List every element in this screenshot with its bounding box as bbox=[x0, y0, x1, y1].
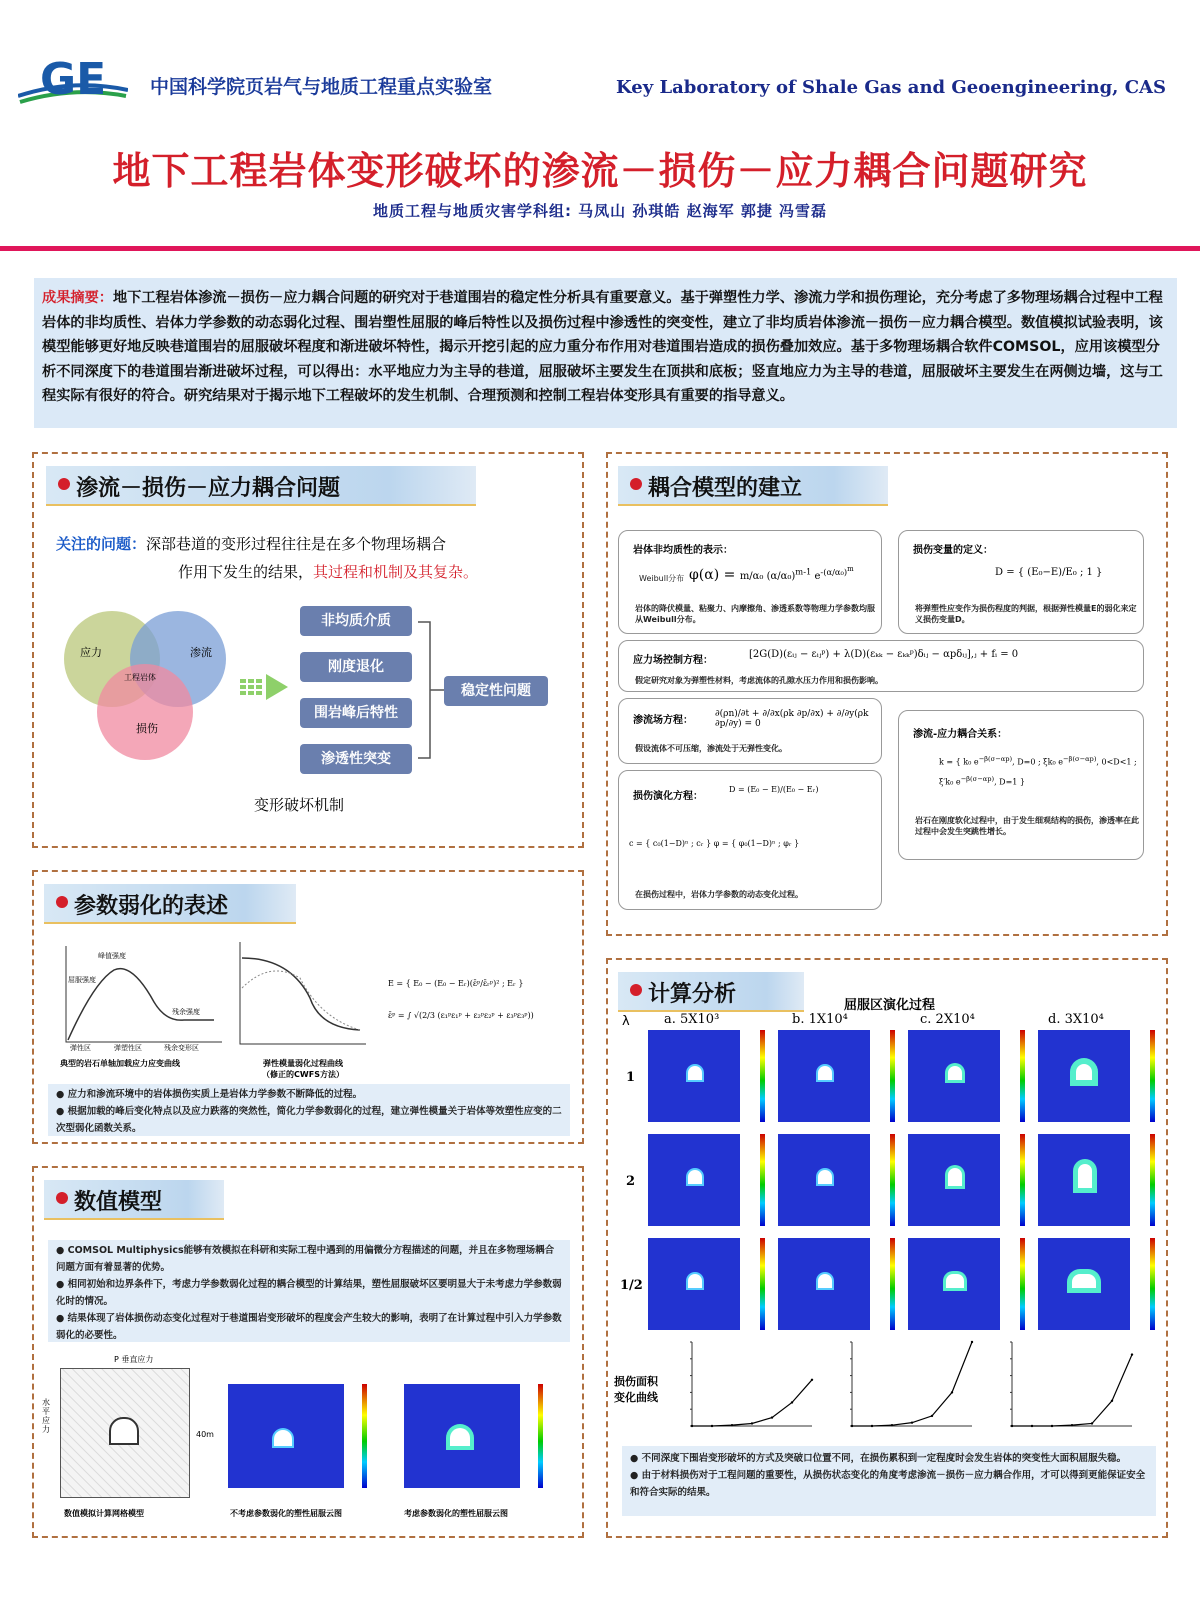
svg-text:工程岩体: 工程岩体 bbox=[124, 673, 156, 682]
analysis-bullets bbox=[622, 1446, 1156, 1516]
numerical-bullet: ● 结果体现了岩体损伤动态变化过程对于巷道围岩变形破坏的程度会产生较大的影响，表明了在计算过程中引入力学参数弱化的必要性。 bbox=[56, 1313, 562, 1341]
data-point bbox=[1091, 1422, 1093, 1424]
eq-box-heterogeneity bbox=[618, 530, 882, 634]
grid-cell bbox=[648, 1134, 740, 1226]
eq-box-seepage-stress bbox=[898, 710, 1144, 860]
lab-name-en: Key Laboratory of Shale Gas and Geoengineering, CAS bbox=[616, 77, 1166, 98]
poster-header bbox=[0, 0, 1200, 250]
damage-curve-label bbox=[614, 1374, 658, 1406]
data-point bbox=[731, 1424, 733, 1426]
colorbar bbox=[1150, 1238, 1155, 1330]
data-point bbox=[751, 1422, 753, 1424]
header-rule bbox=[0, 246, 1200, 251]
grid-cell bbox=[778, 1238, 870, 1330]
col-label: b. 1X10⁴ bbox=[792, 1012, 848, 1027]
eq-note: 岩体的降伏模量、粘聚力、内摩擦角、渗透系数等物理力学参数均服从Weibull分布。 bbox=[635, 604, 875, 624]
damage-chart-1 bbox=[678, 1336, 818, 1438]
data-point bbox=[971, 1341, 973, 1343]
svg-text:弹塑性区: 弹塑性区 bbox=[114, 1044, 142, 1052]
yield-zone bbox=[450, 1428, 470, 1446]
colorbar bbox=[890, 1134, 895, 1226]
item-post-peak: 围岩峰后特性 bbox=[300, 698, 412, 728]
data-point bbox=[791, 1401, 793, 1403]
weakening-bullets bbox=[48, 1084, 570, 1136]
row-label: 1/2 bbox=[620, 1278, 643, 1293]
colorbar bbox=[760, 1030, 765, 1122]
row-label: 2 bbox=[626, 1174, 636, 1189]
damage-formula: D = { (E₀−E)/E₀ ; 1 } bbox=[995, 567, 1103, 578]
colorbar bbox=[538, 1384, 543, 1488]
section-title: 参数弱化的表述 bbox=[74, 894, 229, 919]
cohesion-formula: c = { c₀(1−D)ⁿ ; cᵣ } φ = { φ₀(1−D)ⁿ ; φᵣ } bbox=[629, 839, 800, 848]
bullet-dot-icon bbox=[630, 478, 642, 490]
eq-title: 损伤演化方程： bbox=[633, 791, 703, 802]
curve-label-line1: 损伤面积 bbox=[614, 1375, 658, 1388]
data-point bbox=[1131, 1353, 1133, 1355]
tunnel-opening bbox=[109, 1417, 139, 1445]
series-line bbox=[852, 1342, 972, 1426]
section-coupling-problem bbox=[32, 452, 584, 848]
colorbar bbox=[1150, 1134, 1155, 1226]
horizontal-load-label: 水平应力 bbox=[42, 1398, 50, 1434]
data-point bbox=[931, 1415, 933, 1417]
data-point bbox=[951, 1391, 953, 1393]
item-permeability: 渗透性突变 bbox=[300, 744, 412, 774]
abstract-label: 成果摘要： bbox=[42, 290, 113, 306]
poster-authors: 地质工程与地质灾害学科组: 马凤山 孙琪皓 赵海军 郭捷 冯雪磊 bbox=[372, 202, 828, 220]
colorbar bbox=[890, 1030, 895, 1122]
focus-label: 关注的问题： bbox=[56, 535, 147, 553]
data-point bbox=[711, 1425, 713, 1427]
numerical-bullets bbox=[48, 1240, 570, 1342]
data-point bbox=[851, 1425, 853, 1427]
eq-box-damage-evolution bbox=[618, 770, 882, 910]
chart2-caption bbox=[248, 1058, 358, 1080]
svg-text:GE: GE bbox=[40, 54, 107, 105]
grid-cell bbox=[648, 1030, 740, 1122]
data-point bbox=[1111, 1400, 1113, 1402]
svg-text:应力: 应力 bbox=[80, 646, 102, 659]
lambda-label: λ bbox=[622, 1014, 630, 1029]
weakening-formula: E = { E₀ − (E₀ − Eᵣ)(ε̄ᵖ/ε̄ᵣᵖ)² ; Eᵣ } ε̄ᵖ = ∫ √(2/3 (ε₁ᵖε₁ᵖ + ε₂ᵖε₂ᵖ + ε₃ᵖε₃ᵖ)) bbox=[388, 979, 534, 1020]
analysis-bullet: ● 由于材料损伤对于工程问题的重要性，从损伤状态变化的角度考虑渗流－损伤－应力耦合作用，才可以得到更能保证安全和符合实际的结果。 bbox=[630, 1470, 1146, 1498]
stress-formula: [2G(D)(εᵢⱼ − εᵢⱼᵖ) + λ(D)(εₖₖ − εₖₖᵖ)δᵢⱼ − αpδᵢⱼ],ⱼ + fᵢ = 0 bbox=[749, 649, 1019, 660]
section-header bbox=[46, 466, 476, 506]
focus-text-2: 作用下发生的结果， bbox=[178, 563, 314, 581]
row-label: 1 bbox=[626, 1070, 636, 1085]
section-header bbox=[618, 972, 804, 1012]
data-point bbox=[691, 1425, 693, 1427]
grid-cell bbox=[1038, 1134, 1130, 1226]
eq-title: 损伤变量的定义： bbox=[913, 545, 993, 556]
poster-title: 地下工程岩体变形破坏的渗流－损伤－应力耦合问题研究 bbox=[112, 149, 1088, 193]
bullet-dot-icon bbox=[58, 478, 70, 490]
col-label: c. 2X10⁴ bbox=[920, 1012, 975, 1027]
section-parameter-weakening bbox=[32, 870, 584, 1144]
section-title: 耦合模型的建立 bbox=[648, 476, 803, 501]
svg-text:损伤: 损伤 bbox=[136, 722, 158, 735]
dimension-label: 40m bbox=[196, 1430, 214, 1439]
abstract-box bbox=[34, 278, 1177, 428]
svg-text:残余变形区: 残余变形区 bbox=[164, 1044, 199, 1052]
colorbar bbox=[1020, 1134, 1025, 1226]
eq-title: 应力场控制方程： bbox=[633, 655, 713, 666]
eq-title: 岩体非均质性的表示： bbox=[633, 545, 733, 556]
mesh-caption: 数值模拟计算网格模型 bbox=[64, 1509, 144, 1518]
svg-text:残余强度: 残余强度 bbox=[172, 1008, 200, 1016]
sim-no-weakening bbox=[228, 1384, 344, 1488]
bullet-dot-icon bbox=[56, 1192, 68, 1204]
data-point bbox=[871, 1425, 873, 1427]
vertical-load-label: P 垂直应力 bbox=[114, 1355, 154, 1364]
sim1-caption: 不考虑参数弱化的塑性屈服云图 bbox=[230, 1509, 342, 1518]
sim-with-weakening bbox=[404, 1384, 520, 1488]
focus-question bbox=[56, 530, 576, 586]
chart-axis bbox=[692, 1342, 812, 1426]
series-line bbox=[692, 1380, 812, 1426]
data-point bbox=[811, 1379, 813, 1381]
weakening-bullet: ● 根据加载的峰后变化特点以及应力跌落的突然性，简化力学参数弱化的过程，建立弹性模量关于岩体等效塑性应变的二次型弱化函数关系。 bbox=[56, 1106, 562, 1134]
grid-cell bbox=[648, 1238, 740, 1330]
section-header bbox=[44, 1180, 224, 1220]
colorbar bbox=[362, 1384, 367, 1488]
eq-box-stress bbox=[618, 640, 1144, 692]
lab-name-cn: 中国科学院页岩气与地质工程重点实验室 bbox=[150, 76, 493, 98]
eq-note: 假设流体不可压缩，渗流处于无弹性变化。 bbox=[635, 744, 787, 753]
chart-axis bbox=[1012, 1342, 1132, 1426]
mechanism-caption: 变形破坏机制 bbox=[254, 796, 345, 814]
data-point bbox=[911, 1421, 913, 1423]
section-title: 渗流－损伤－应力耦合问题 bbox=[76, 476, 341, 501]
bullet-dot-icon bbox=[56, 896, 68, 908]
chart1-caption: 典型的岩石单轴加载应力应变曲线 bbox=[60, 1059, 180, 1068]
data-point bbox=[1031, 1425, 1033, 1427]
section-calculation-analysis bbox=[606, 958, 1168, 1538]
damage-chart-2 bbox=[838, 1336, 978, 1438]
grid-cell bbox=[778, 1030, 870, 1122]
lab-logo bbox=[18, 50, 128, 112]
weakening-bullet: ● 应力和渗流环境中的岩体损伤实质上是岩体力学参数不断降低的过程。 bbox=[56, 1089, 363, 1100]
colorbar bbox=[1020, 1030, 1025, 1122]
focus-text-1: 深部巷道的变形过程往往是在多个物理场耦合 bbox=[146, 535, 447, 553]
arrow-right-icon bbox=[240, 674, 292, 700]
grid-cell bbox=[778, 1134, 870, 1226]
analysis-bullet: ● 不同深度下围岩变形破坏的方式及突破口位置不同，在损伤累积到一定程度时会发生岩体的突变性大面积屈服失稳。 bbox=[630, 1453, 1127, 1464]
stress-strain-curve bbox=[54, 942, 224, 1052]
result-stability: 稳定性问题 bbox=[444, 676, 548, 706]
chart2-caption-line1: 弹性模量弱化过程曲线 bbox=[263, 1059, 343, 1068]
section-header bbox=[44, 884, 296, 924]
seepage-formula: ∂(ρn)/∂t + ∂/∂x(ρk ∂p/∂x) + ∂/∂y(ρk ∂p/∂y) = 0 bbox=[715, 709, 869, 729]
eq-box-damage-variable bbox=[898, 530, 1144, 634]
yield-grid bbox=[648, 1030, 1158, 1340]
eq-note: 岩石在刚度软化过程中，由于发生细观结构的损伤，渗透率在此过程中会发生突跳性增长。 bbox=[915, 816, 1139, 836]
numerical-bullet: ● 相同初始和边界条件下，考虑力学参数弱化过程的耦合模型的计算结果，塑性屈服破坏区要明显大于未考虑力学参数弱化时的情况。 bbox=[56, 1279, 562, 1307]
data-point bbox=[1051, 1425, 1053, 1427]
weibull-label: Weibull分布 bbox=[639, 574, 685, 583]
yield-zone bbox=[274, 1430, 292, 1446]
grid-cell bbox=[1038, 1030, 1130, 1122]
bracket bbox=[416, 620, 446, 760]
section-coupling-model bbox=[606, 452, 1168, 936]
chart-axis bbox=[852, 1342, 972, 1426]
grid-cell bbox=[908, 1030, 1000, 1122]
col-label: a. 5X10³ bbox=[664, 1012, 720, 1027]
modulus-curve bbox=[230, 938, 370, 1056]
svg-text:峰值强度: 峰值强度 bbox=[98, 952, 126, 960]
section-header bbox=[618, 466, 888, 506]
svg-text:弹性区: 弹性区 bbox=[70, 1044, 91, 1052]
eq-note: 在损伤过程中，岩体力学参数的动态变化过程。 bbox=[635, 890, 803, 899]
data-point bbox=[891, 1424, 893, 1426]
focus-text-red: 其过程和机制及其复杂。 bbox=[313, 563, 479, 581]
chart2-caption-line2: （修正的CWFS方法） bbox=[262, 1070, 344, 1079]
data-point bbox=[1011, 1425, 1013, 1427]
coupling-formula: k = { k₀ $e^{-\beta(\sigma-\alpha p)}$, D=0 ; ξk₀ $e^{-\beta(\sigma-\alpha p)}$, 0<D<1 ; ξ′k₀ $e^{-\beta(\sigma-\alpha p)}$, D=1 } bbox=[939, 755, 1137, 787]
mesh-model bbox=[60, 1368, 190, 1498]
data-point bbox=[1071, 1424, 1073, 1426]
item-heterogeneity: 非均质介质 bbox=[300, 606, 412, 636]
series-line bbox=[1012, 1355, 1132, 1426]
weibull-formula: φ(α) = m/α₀ $(\alpha/\alpha_0)^{m-1}$ $e^{-(\alpha/\alpha_0)^m}$ bbox=[689, 565, 854, 584]
section-title: 数值模型 bbox=[74, 1190, 163, 1215]
damage-evolution-formula: D = (E₀ − E)/(E₀ − Eᵣ) bbox=[729, 785, 819, 794]
eq-note: 假定研究对象为弹塑性材料，考虑流体的孔隙水压力作用和损伤影响。 bbox=[635, 676, 883, 685]
col-label: d. 3X10⁴ bbox=[1048, 1012, 1104, 1027]
bullet-dot-icon bbox=[630, 984, 642, 996]
grid-cell bbox=[908, 1238, 1000, 1330]
eq-note: 将弹塑性应变作为损伤程度的判据，根据弹性模量E的弱化来定义损伤变量D。 bbox=[915, 604, 1137, 624]
abstract-text: 地下工程岩体渗流－损伤－应力耦合问题的研究对于巷道围岩的稳定性分析具有重要意义。基于弹塑性力学、渗流力学和损伤理论，充分考虑了多物理场耦合过程中工程岩体的非均质性、岩体力学参数的动态弱化过程、围岩塑性屈服的峰后特性以及损伤过程中渗透性的突变性，建立了非均质岩体渗流－损伤－应力耦合模型。数值模拟试验表明，该模型能够更好地反映巷道围岩的屈服破坏程度和渐进破坏特性，揭示开挖引起的应力重分布作用对巷道围岩造成的损伤叠加效应。基于多物理场耦合软件COMSOL，应用该模型分析不同深度下的巷道围岩渐进破坏过程，可以得出：水平地应力为主导的巷道，屈服破坏主要发生在顶拱和底板；竖直地应力为主导的巷道，屈服破坏主要发生在两侧边墙，这与工程实际有很好的符合。研究结果对于揭示地下工程破坏的发生机制、合理预测和控制工程岩体变形具有重要的指导意义。 bbox=[42, 290, 1163, 404]
curve-label-line2: 变化曲线 bbox=[614, 1391, 658, 1404]
damage-chart-3 bbox=[998, 1336, 1138, 1438]
eq-title: 渗流-应力耦合关系： bbox=[913, 729, 1008, 740]
grid-cell bbox=[1038, 1238, 1130, 1330]
eq-title: 渗流场方程： bbox=[633, 715, 693, 726]
numerical-bullet: ● COMSOL Multiphysics能够有效模拟在科研和实际工程中遇到的用偏微分方程描述的问题，并且在多物理场耦合问题方面有着显著的优势。 bbox=[56, 1245, 555, 1273]
eq-box-seepage bbox=[618, 698, 882, 764]
grid-cell bbox=[908, 1134, 1000, 1226]
sim2-caption: 考虑参数弱化的塑性屈服云图 bbox=[404, 1509, 508, 1518]
venn-diagram bbox=[50, 604, 250, 764]
svg-text:渗流: 渗流 bbox=[190, 646, 212, 659]
item-stiffness: 刚度退化 bbox=[300, 652, 412, 682]
data-point bbox=[771, 1416, 773, 1418]
colorbar bbox=[1150, 1030, 1155, 1122]
colorbar bbox=[760, 1134, 765, 1226]
svg-text:屈服强度: 屈服强度 bbox=[68, 976, 96, 984]
section-numerical-model bbox=[32, 1166, 584, 1538]
colorbar bbox=[1020, 1238, 1025, 1330]
section-title: 计算分析 bbox=[648, 982, 737, 1007]
grid-title: 屈服区演化过程 bbox=[844, 998, 936, 1013]
colorbar bbox=[760, 1238, 765, 1330]
colorbar bbox=[890, 1238, 895, 1330]
